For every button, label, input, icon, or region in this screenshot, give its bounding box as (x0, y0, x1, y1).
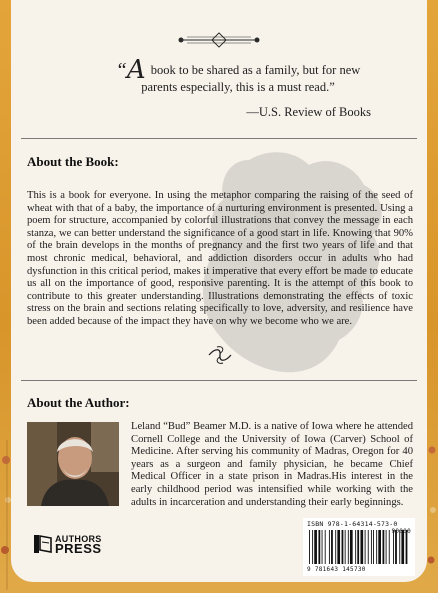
barcode-bar (355, 530, 356, 564)
barcode-bar (368, 530, 369, 564)
flower-decoration-right (427, 420, 438, 590)
barcode-digits (307, 528, 413, 573)
barcode-bar (335, 530, 336, 564)
about-author-text: Leland “Bud” Beamer M.D. is a native of Iowa where he attended Cornell College and the University of Iowa (Carver) School of Medicine. After serving his community of Madras, Oregon for 40 years as a surgeon and family physician, he became Chief Medical Officer in a state prison in Madras.His interest in the early childhood period was intensified while working with the adults in incarceration and understanding their early beginnings. (131, 421, 413, 508)
quote-close-mark: ” (329, 80, 335, 94)
publisher-logo-icon (33, 533, 53, 560)
barcode-bar (376, 530, 377, 564)
flower-decoration-left (0, 440, 14, 590)
barcode-bar (348, 530, 349, 564)
about-book-heading: About the Book: (27, 154, 119, 169)
barcode-bar (350, 530, 353, 564)
divider-top (21, 138, 417, 139)
barcode-bar (329, 530, 330, 564)
quote-text: book to be shared as a family, but for new parents especially, this is a must read. (141, 63, 361, 94)
quote-attribution: —U.S. Review of Books (246, 105, 371, 119)
barcode-bar (345, 530, 346, 564)
barcode-bar (399, 530, 400, 564)
publisher-line2: PRESS (55, 541, 102, 556)
barcode-bar (406, 530, 408, 564)
about-book-text: This is a book for everyone. In using the metaphor comparing the raising of the seed of wheat with that of a baby, the importance of a nurturing environment is presented. Using a poem for structure, accompanied by colorful illustrations that convey the message in each stanza, we can better understand the significance of a good start in life. Knowing that 90% of the brain develops in the months of pregnancy and the first two years of life and that most chronic medical, behavioral, and addiction disorders occur in adults who had dysfunction in this critical period, makes it imperative that every effort be made to educate us all on the importance of good, responsive parenting. It is the attempt of this book to contribute to this greater understanding. Illustrations demonstrating the effects of toxic stress on the brain and sections relating specifically to love, adversity, and resilience have been added because of the impact they have on why we become who we are. (27, 190, 413, 327)
publisher-line1: AUTHORS (55, 534, 102, 544)
isbn-number: ISBN 978-1-64314-573-0 (307, 520, 398, 528)
divider-middle (21, 380, 417, 381)
barcode-bar (378, 530, 381, 564)
barcode-bar (314, 530, 317, 564)
barcode-bar (309, 530, 310, 564)
isbn-barcode (303, 518, 415, 576)
quote-drop-letter: A (126, 55, 146, 85)
barcode-bar (312, 530, 313, 564)
barcode-bar (318, 530, 320, 564)
barcode-bar (401, 530, 404, 564)
barcode-bar (325, 530, 326, 564)
barcode-bars (307, 530, 413, 566)
publisher-name (55, 534, 102, 554)
barcode-bar (342, 530, 344, 564)
barcode-bar (393, 530, 394, 564)
quote-open-mark: “ (115, 59, 127, 81)
barcode-ean-digits: 9 781643 145730 (307, 566, 366, 573)
back-cover-page (11, 0, 427, 582)
barcode-bar (373, 530, 374, 564)
barcode-price-code: 90000 (391, 528, 411, 535)
author-photo (27, 422, 119, 506)
barcode-bar (337, 530, 340, 564)
flourish-ornament (207, 344, 233, 366)
barcode-bar (331, 530, 333, 564)
barcode-bar (371, 530, 372, 564)
about-author-heading: About the Author: (27, 395, 130, 410)
barcode-bar (322, 530, 323, 564)
review-quote (103, 55, 373, 95)
barcode-bar (360, 530, 363, 564)
barcode-bar (386, 530, 387, 564)
top-ornament (11, 30, 427, 50)
barcode-bar (383, 530, 385, 564)
barcode-bar (389, 530, 390, 564)
barcode-bar (365, 530, 366, 564)
barcode-bar (357, 530, 359, 564)
barcode-bar (395, 530, 397, 564)
